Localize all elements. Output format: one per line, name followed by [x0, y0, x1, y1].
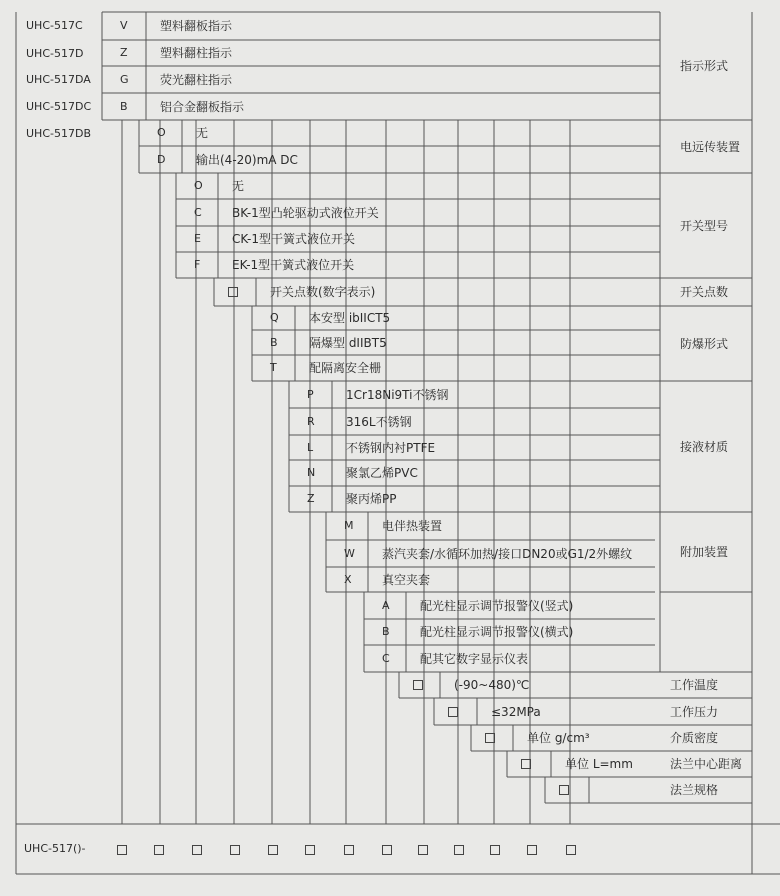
code-box [448, 707, 458, 717]
category-label: 防爆形式 [680, 336, 729, 351]
model-code: UHC-517DB [26, 127, 91, 140]
row-code: C [194, 205, 202, 219]
row-label: CK-1型干簧式液位开关 [232, 232, 355, 246]
row-label: 无 [232, 179, 245, 193]
row-code: Q [270, 311, 279, 324]
row-code: G [120, 72, 129, 86]
row-label: 配光柱显示调节报警仪(横式) [420, 625, 574, 639]
row-label: ≤32MPa [491, 704, 541, 719]
footer-code-box [490, 845, 500, 855]
row-label: 塑料翻柱指示 [160, 46, 233, 60]
row-code: Z [307, 492, 315, 505]
row-code: V [120, 19, 128, 32]
row-code: B [382, 625, 390, 638]
row-label: 聚丙烯PP [346, 492, 397, 506]
row-code: N [307, 466, 316, 479]
row-label: BK-1型凸轮驱动式液位开关 [232, 205, 379, 220]
row-code: C [382, 651, 390, 665]
category-label: 工作压力 [670, 704, 719, 719]
row-code: O [194, 179, 203, 192]
footer-code-box [154, 845, 164, 855]
row-label: 电伴热装置 [382, 519, 443, 533]
footer-code-box [305, 845, 315, 855]
code-box [485, 733, 495, 743]
row-label: 输出(4-20)mA DC [196, 152, 298, 167]
row-label: EK-1型干簧式液位开关 [232, 258, 355, 272]
row-label: 本安型 ibIICT5 [309, 311, 391, 325]
row-code: E [194, 232, 201, 245]
row-label: 配其它数字显示仪表 [420, 651, 529, 666]
footer-code-box [454, 845, 464, 855]
row-code: M [344, 519, 354, 532]
category-label: 附加装置 [680, 545, 729, 559]
category-label: 接液材质 [680, 439, 729, 454]
row-label: 配光柱显示调节报警仪(竖式) [420, 598, 574, 613]
row-code: B [120, 99, 128, 113]
category-label: 开关点数 [680, 285, 729, 299]
row-label: 单位 g/cm³ [527, 731, 590, 745]
footer-code-box [418, 845, 428, 855]
row-code: T [270, 361, 277, 374]
row-label: 聚氯乙烯PVC [346, 466, 418, 480]
row-label: (-90~480)℃ [454, 678, 530, 692]
row-label: 真空夹套 [382, 572, 431, 587]
footer-code-box [268, 845, 278, 855]
footer-code-box [344, 845, 354, 855]
row-code: B [270, 335, 278, 349]
row-label: 开关点数(数字表示) [270, 285, 376, 299]
model-code: UHC-517DC [26, 100, 92, 113]
row-code: P [307, 387, 314, 401]
row-label: 配隔离安全栅 [309, 361, 382, 375]
code-box [521, 759, 531, 769]
row-label: 蒸汽夹套/水循环加热/接口DN20或G1/2外螺纹 [382, 546, 633, 561]
footer-model-prefix: UHC-517()- [24, 842, 86, 855]
row-label: 隔爆型 dIIBT5 [309, 335, 387, 350]
footer-code-box [230, 845, 240, 855]
row-label: 单位 L=mm [565, 757, 633, 771]
model-code: UHC-517D [26, 47, 84, 60]
category-label: 电远传装置 [680, 139, 741, 154]
row-code: Z [120, 46, 128, 59]
category-label: 指示形式 [680, 59, 729, 73]
row-label: 塑料翻板指示 [160, 19, 233, 33]
footer-code-box [527, 845, 537, 855]
code-box [559, 785, 569, 795]
row-code: W [344, 546, 355, 560]
footer-code-box [192, 845, 202, 855]
footer-code-box [382, 845, 392, 855]
footer-code-box [566, 845, 576, 855]
row-label: 铝合金翻板指示 [160, 99, 245, 114]
row-code: D [157, 152, 166, 166]
category-label: 介质密度 [670, 731, 719, 745]
row-code: A [382, 598, 390, 612]
row-label: 荧光翻柱指示 [160, 72, 233, 87]
row-code: O [157, 126, 166, 139]
category-label: 工作温度 [670, 678, 719, 692]
row-label: 无 [196, 126, 209, 140]
code-box [228, 287, 238, 297]
row-code: X [344, 572, 352, 586]
row-code: F [194, 258, 201, 271]
category-label: 开关型号 [680, 218, 729, 233]
row-code: R [307, 414, 315, 428]
category-label: 法兰中心距离 [670, 757, 743, 771]
model-code: UHC-517DA [26, 73, 91, 86]
row-label: 316L不锈钢 [346, 414, 412, 429]
row-label: 1Cr18Ni9Ti不锈钢 [346, 387, 449, 402]
category-label: 法兰规格 [670, 783, 719, 797]
row-code: L [307, 440, 314, 454]
model-code: UHC-517C [26, 19, 83, 32]
footer-code-box [117, 845, 127, 855]
row-label: 不锈钢内衬PTFE [346, 440, 436, 455]
code-box [413, 680, 423, 690]
